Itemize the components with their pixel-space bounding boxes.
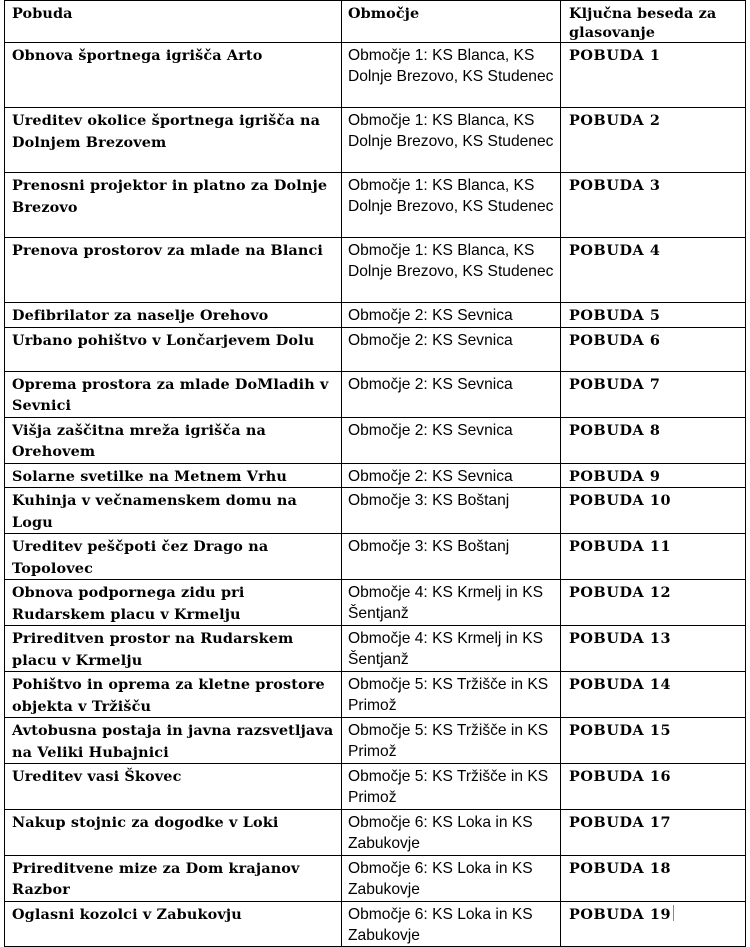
header-kljucna-beseda: Ključna beseda za glasovanje xyxy=(561,1,746,43)
obmocje-cell: Območje 4: KS Krmelj in KS Šentjanž xyxy=(342,626,561,672)
pobuda-cell: Nakup stojnic za dogodke v Loki xyxy=(5,809,342,855)
pobuda-cell: Obnova športnega igrišča Arto xyxy=(5,43,342,108)
pobude-table xyxy=(4,0,746,947)
pobuda-cell: Urbano pohištvo v Lončarjevem Dolu xyxy=(5,327,342,371)
kljucna-beseda-cell: POBUDA 12 xyxy=(561,580,746,626)
table-row xyxy=(5,718,746,764)
obmocje-cell: Območje 3: KS Boštanj xyxy=(342,488,561,534)
obmocje-cell: Območje 6: KS Loka in KS Zabukovje xyxy=(342,809,561,855)
obmocje-cell: Območje 1: KS Blanca, KS Dolnje Brezovo, KS Studenec xyxy=(342,173,561,238)
table-row xyxy=(5,303,746,328)
header-pobuda: Pobuda xyxy=(5,1,342,43)
table-row xyxy=(5,580,746,626)
kljucna-beseda-cell: POBUDA 4 xyxy=(561,238,746,303)
obmocje-cell: Območje 6: KS Loka in KS Zabukovje xyxy=(342,901,561,947)
table-row xyxy=(5,901,746,947)
table-row xyxy=(5,534,746,580)
pobuda-cell: Prireditvene mize za Dom krajanov Razbor xyxy=(5,855,342,901)
table-row xyxy=(5,855,746,901)
kljucna-beseda-cell: POBUDA 1 xyxy=(561,43,746,108)
table-row xyxy=(5,463,746,488)
obmocje-cell: Območje 2: KS Sevnica xyxy=(342,463,561,488)
pobuda-cell: Prireditven prostor na Rudarskem placu v Krmelju xyxy=(5,626,342,672)
header-row xyxy=(5,1,746,43)
kljucna-beseda-cell: POBUDA 17 xyxy=(561,809,746,855)
pobuda-cell: Ureditev okolice športnega igrišča na Dolnjem Brezovem xyxy=(5,108,342,173)
kljucna-beseda-cell: POBUDA 15 xyxy=(561,718,746,764)
table-row xyxy=(5,327,746,371)
obmocje-cell: Območje 3: KS Boštanj xyxy=(342,534,561,580)
pobuda-cell: Ureditev peščpoti čez Drago na Topolovec xyxy=(5,534,342,580)
kljucna-beseda-cell xyxy=(561,901,746,947)
kljucna-beseda-cell: POBUDA 9 xyxy=(561,463,746,488)
kljucna-beseda-cell: POBUDA 6 xyxy=(561,327,746,371)
table-row xyxy=(5,417,746,463)
pobuda-cell: Kuhinja v večnamenskem domu na Logu xyxy=(5,488,342,534)
table-row xyxy=(5,108,746,173)
pobuda-cell: Ureditev vasi Škovec xyxy=(5,764,342,810)
kljucna-beseda-cell: POBUDA 16 xyxy=(561,764,746,810)
table-row xyxy=(5,764,746,810)
kljucna-beseda-cell: POBUDA 2 xyxy=(561,108,746,173)
pobuda-cell: Prenosni projektor in platno za Dolnje Brezovo xyxy=(5,173,342,238)
pobuda-cell: Prenova prostorov za mlade na Blanci xyxy=(5,238,342,303)
kljucna-beseda-cell: POBUDA 18 xyxy=(561,855,746,901)
obmocje-cell: Območje 5: KS Tržišče in KS Primož xyxy=(342,764,561,810)
obmocje-cell: Območje 5: KS Tržišče in KS Primož xyxy=(342,672,561,718)
table-row xyxy=(5,43,746,108)
pobuda-cell: Pohištvo in oprema za kletne prostore objekta v Tržišču xyxy=(5,672,342,718)
obmocje-cell: Območje 5: KS Tržišče in KS Primož xyxy=(342,718,561,764)
table-row xyxy=(5,626,746,672)
kljucna-beseda-cell: POBUDA 11 xyxy=(561,534,746,580)
obmocje-cell: Območje 1: KS Blanca, KS Dolnje Brezovo, KS Studenec xyxy=(342,108,561,173)
obmocje-cell: Območje 6: KS Loka in KS Zabukovje xyxy=(342,855,561,901)
pobuda-cell: Oglasni kozolci v Zabukovju xyxy=(5,901,342,947)
pobuda-cell: Solarne svetilke na Metnem Vrhu xyxy=(5,463,342,488)
obmocje-cell: Območje 2: KS Sevnica xyxy=(342,417,561,463)
kljucna-beseda-cell: POBUDA 14 xyxy=(561,672,746,718)
table-row xyxy=(5,238,746,303)
kljucna-beseda-cell: POBUDA 10 xyxy=(561,488,746,534)
kljucna-beseda-cell: POBUDA 3 xyxy=(561,173,746,238)
obmocje-cell: Območje 2: KS Sevnica xyxy=(342,371,561,417)
kljucna-beseda-cell: POBUDA 13 xyxy=(561,626,746,672)
table-row xyxy=(5,173,746,238)
obmocje-cell: Območje 1: KS Blanca, KS Dolnje Brezovo, KS Studenec xyxy=(342,43,561,108)
obmocje-cell: Območje 4: KS Krmelj in KS Šentjanž xyxy=(342,580,561,626)
text-cursor xyxy=(673,905,674,921)
kljucna-beseda-cell: POBUDA 8 xyxy=(561,417,746,463)
table-row xyxy=(5,809,746,855)
pobuda-cell: Višja zaščitna mreža igrišča na Orehovem xyxy=(5,417,342,463)
pobuda-cell: Defibrilator za naselje Orehovo xyxy=(5,303,342,328)
header-obmocje: Območje xyxy=(342,1,561,43)
pobuda-cell: Avtobusna postaja in javna razsvetljava na Veliki Hubajnici xyxy=(5,718,342,764)
obmocje-cell: Območje 2: KS Sevnica xyxy=(342,327,561,371)
kljucna-beseda-cell: POBUDA 5 xyxy=(561,303,746,328)
kljucna-beseda-text: POBUDA 19 xyxy=(569,905,672,923)
table-row xyxy=(5,371,746,417)
kljucna-beseda-cell: POBUDA 7 xyxy=(561,371,746,417)
pobuda-cell: Obnova podpornega zidu pri Rudarskem placu v Krmelju xyxy=(5,580,342,626)
table-row xyxy=(5,488,746,534)
obmocje-cell: Območje 1: KS Blanca, KS Dolnje Brezovo, KS Studenec xyxy=(342,238,561,303)
table-row xyxy=(5,672,746,718)
obmocje-cell: Območje 2: KS Sevnica xyxy=(342,303,561,328)
pobuda-cell: Oprema prostora za mlade DoMladih v Sevnici xyxy=(5,371,342,417)
